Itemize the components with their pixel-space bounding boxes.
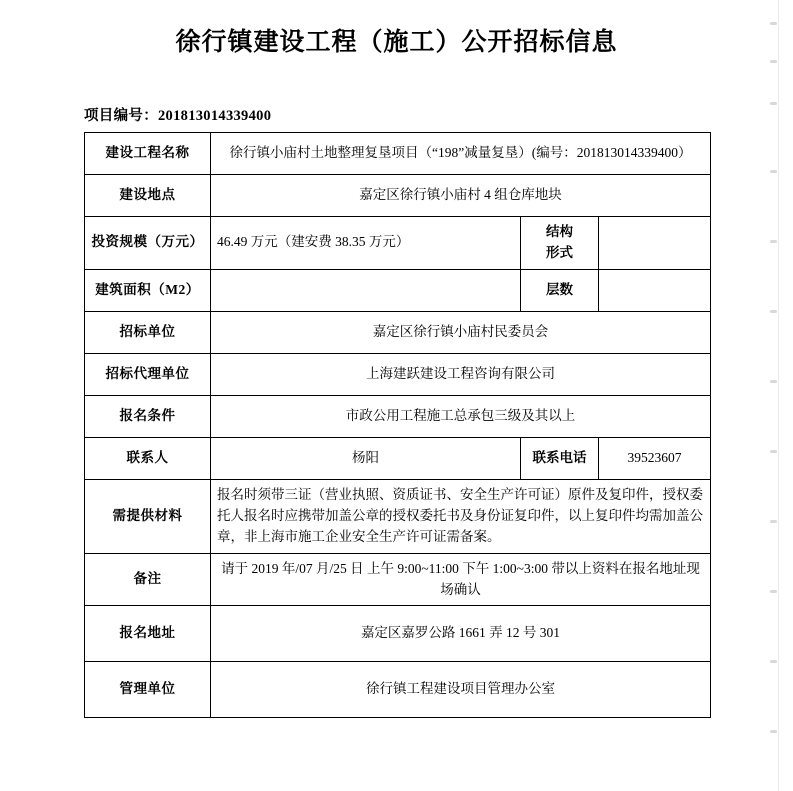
row-label-agency: 招标代理单位	[85, 353, 211, 395]
row-label-tenderer: 招标单位	[85, 311, 211, 353]
row-value-qualification: 市政公用工程施工总承包三级及其以上	[211, 395, 711, 437]
row-label-required-materials: 需提供材料	[85, 479, 211, 553]
row-value-contact-phone: 39523607	[599, 437, 711, 479]
table-row	[85, 133, 711, 175]
row-label-remarks: 备注	[85, 553, 211, 606]
row-label-floor-area: 建筑面积（M2）	[85, 269, 211, 311]
table-row	[85, 353, 711, 395]
row-value-structure-form	[599, 217, 711, 270]
table-row	[85, 437, 711, 479]
row-label-contact-person: 联系人	[85, 437, 211, 479]
row-label-investment: 投资规模（万元）	[85, 217, 211, 270]
row-value-tenderer: 嘉定区徐行镇小庙村民委员会	[211, 311, 711, 353]
page-title: 徐行镇建设工程（施工）公开招标信息	[175, 29, 618, 56]
project-number: 项目编号：201813014339400	[84, 108, 272, 124]
row-label-registration-address: 报名地址	[85, 606, 211, 662]
tender-info-table	[84, 132, 711, 718]
page-edge-line	[778, 0, 779, 791]
row-value-floors	[599, 269, 711, 311]
table-row	[85, 395, 711, 437]
row-label-contact-phone: 联系电话	[521, 437, 599, 479]
row-value-registration-address: 嘉定区嘉罗公路 1661 弄 12 号 301	[211, 606, 711, 662]
row-value-remarks: 请于 2019 年/07 月/25 日 上午 9:00~11:00 下午 1:00~3:00 带以上资料在报名地址现场确认	[211, 553, 711, 606]
table-row	[85, 311, 711, 353]
table-row	[85, 217, 711, 270]
row-label-management-unit: 管理单位	[85, 662, 211, 718]
row-value-floor-area	[211, 269, 521, 311]
table-row	[85, 606, 711, 662]
row-label-structure-form: 结构 形式	[521, 217, 599, 270]
row-label-floors: 层数	[521, 269, 599, 311]
row-value-investment: 46.49 万元（建安费 38.35 万元）	[211, 217, 521, 270]
table-row	[85, 269, 711, 311]
table-row	[85, 553, 711, 606]
table-row	[85, 662, 711, 718]
row-value-contact-person: 杨阳	[211, 437, 521, 479]
row-value-management-unit: 徐行镇工程建设项目管理办公室	[211, 662, 711, 718]
row-value-project-name: 徐行镇小庙村土地整理复垦项目（“198”减量复垦）(编号：201813014339400）	[211, 133, 711, 175]
row-value-required-materials: 报名时须带三证（营业执照、资质证书、安全生产许可证）原件及复印件，授权委托人报名时应携带加盖公章的授权委托书及身份证复印件，以上复印件均需加盖公章，非上海市施工企业安全生产许可证需备案。	[211, 479, 711, 553]
row-value-location: 嘉定区徐行镇小庙村 4 组仓库地块	[211, 175, 711, 217]
table-row	[85, 479, 711, 553]
row-label-qualification: 报名条件	[85, 395, 211, 437]
table-row	[85, 175, 711, 217]
row-value-agency: 上海建跃建设工程咨询有限公司	[211, 353, 711, 395]
row-label-location: 建设地点	[85, 175, 211, 217]
row-label-project-name: 建设工程名称	[85, 133, 211, 175]
